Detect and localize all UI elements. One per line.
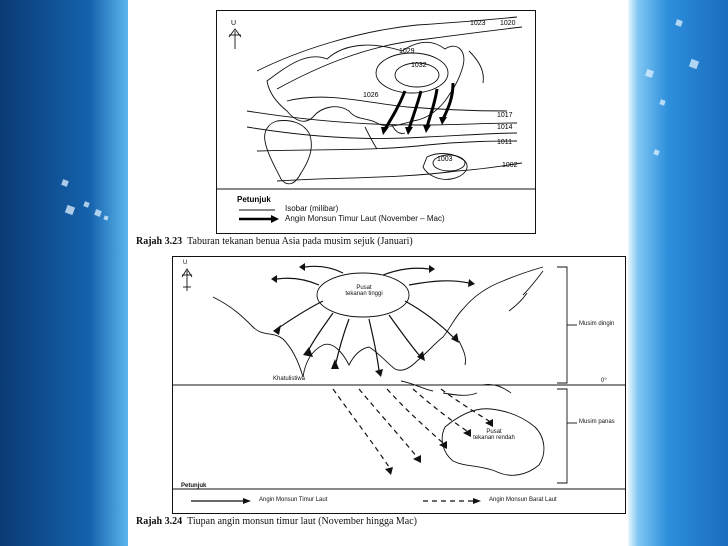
isobar-label: 1026: [363, 92, 379, 99]
isobar-label: 1002: [502, 162, 518, 169]
equator-label: Khatulistiwa: [273, 376, 306, 382]
low-pressure-label: [469, 429, 519, 441]
high-pressure-label: [341, 285, 387, 297]
high-pressure-line2: tekanan tinggi: [345, 291, 383, 297]
caption-number: Rajah 3.23: [136, 236, 183, 247]
season-summer-label: Musim panas: [579, 419, 615, 425]
isobar-label: 1014: [497, 124, 513, 131]
isobar-label: 1032: [411, 62, 427, 69]
caption-figure1: [136, 236, 413, 247]
figure-isobar-map: [216, 10, 536, 234]
low-pressure-line1: Pusat: [486, 429, 502, 435]
legend-wind-label: Angin Monsun Timur Laut (November – Mac): [285, 214, 445, 223]
isobar-label: 1023: [470, 20, 486, 27]
legend-ne-label: Angin Monsun Timur Laut: [259, 497, 328, 503]
isobar-label: 1011: [497, 139, 513, 146]
equator-degree-label: 0°: [601, 378, 607, 384]
isobar-label: 1017: [497, 112, 513, 119]
monsoon-map-svg: [173, 257, 625, 513]
legend-title: Petunjuk: [181, 483, 207, 489]
isobar-label: 1003: [437, 156, 453, 163]
low-pressure-line2: tekanan rendah: [473, 435, 515, 441]
background-right: [628, 0, 728, 546]
season-winter-label: Musim dingin: [579, 321, 615, 327]
isobar-label: 1029: [399, 48, 415, 55]
caption-figure2: [136, 516, 417, 527]
caption-text: Tiupan angin monsun timur laut (November hingga Mac): [187, 516, 417, 527]
high-pressure-line1: Pusat: [356, 285, 372, 291]
legend-nw-label: Angin Monsun Barat Laut: [489, 497, 557, 503]
slide: [128, 0, 628, 546]
background-left: [0, 0, 128, 546]
north-label: U: [183, 260, 188, 266]
legend-title: Petunjuk: [237, 195, 271, 204]
figure-monsoon-map: [172, 256, 626, 514]
isobar-label: 1020: [500, 20, 516, 27]
north-label: U: [231, 20, 237, 27]
caption-text: Taburan tekanan benua Asia pada musim sejuk (Januari): [187, 236, 413, 247]
caption-number: Rajah 3.24: [136, 516, 183, 527]
legend-isobar-label: Isobar (milibar): [285, 204, 339, 213]
